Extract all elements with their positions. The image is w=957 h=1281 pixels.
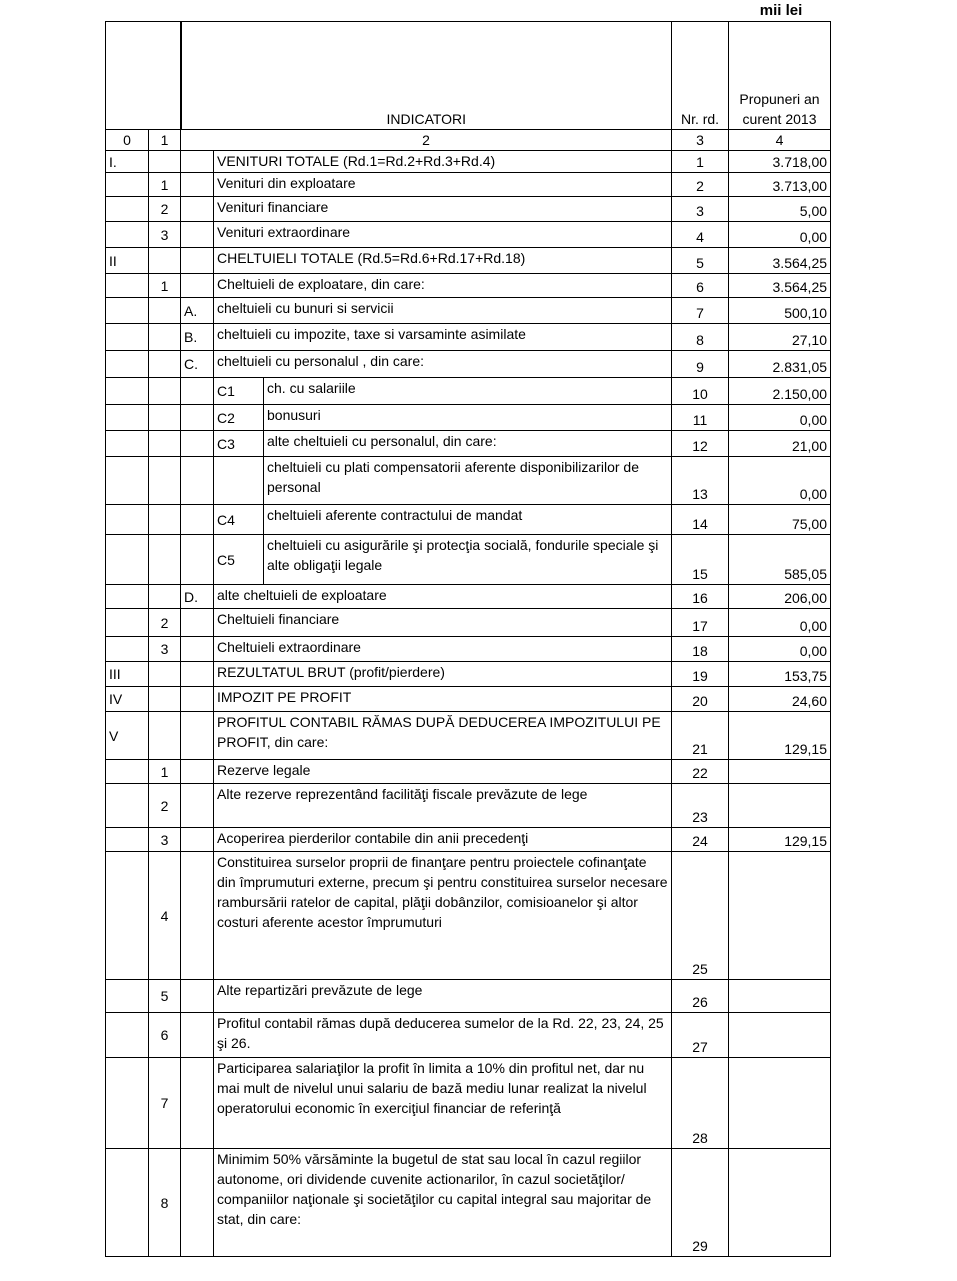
roman-cell — [106, 637, 149, 662]
header-row — [106, 22, 831, 130]
row-number: 6 — [672, 274, 729, 298]
table-row — [106, 712, 831, 760]
value-cell — [729, 852, 831, 980]
number-cell: 8 — [149, 1149, 181, 1257]
table-row — [106, 609, 831, 637]
value-cell: 0,00 — [729, 405, 831, 431]
table-row — [106, 637, 831, 662]
value-cell: 153,75 — [729, 662, 831, 687]
value-cell: 3.564,25 — [729, 274, 831, 298]
letter-cell — [181, 784, 214, 828]
table-row — [106, 1149, 831, 1257]
value-cell: 206,00 — [729, 585, 831, 609]
indicator-text: cheltuieli cu asigurările şi protecţia socială, fondurile speciale şi alte obligaţii legale — [264, 535, 672, 585]
table-row — [106, 457, 831, 505]
value-cell: 129,15 — [729, 712, 831, 760]
number-cell: 6 — [149, 1013, 181, 1058]
letter-cell — [181, 1013, 214, 1058]
row-number: 24 — [672, 828, 729, 852]
number-cell: 3 — [149, 828, 181, 852]
row-number: 21 — [672, 712, 729, 760]
letter-cell — [181, 609, 214, 637]
roman-cell — [106, 324, 149, 351]
row-number: 7 — [672, 298, 729, 324]
letter-cell — [181, 828, 214, 852]
value-cell: 129,15 — [729, 828, 831, 852]
table-row — [106, 852, 831, 980]
roman-cell: I. — [106, 151, 149, 173]
number-cell: 2 — [149, 609, 181, 637]
unit-label: mii lei — [759, 2, 803, 19]
letter-cell: A. — [181, 298, 214, 324]
value-cell: 24,60 — [729, 687, 831, 712]
row-number: 22 — [672, 760, 729, 784]
table-row — [106, 324, 831, 351]
letter-cell — [181, 760, 214, 784]
header-proposal: Propuneri an curent 2013 — [729, 22, 831, 130]
row-number: 5 — [672, 248, 729, 274]
table-row — [106, 1058, 831, 1149]
roman-cell — [106, 431, 149, 457]
indicator-text: Venituri extraordinare — [214, 222, 672, 248]
number-cell — [149, 324, 181, 351]
value-cell: 2.831,05 — [729, 351, 831, 378]
sub-code-cell: C4 — [214, 505, 264, 535]
letter-cell — [181, 712, 214, 760]
column-index-row — [106, 130, 831, 151]
value-cell: 5,00 — [729, 197, 831, 222]
roman-cell — [106, 505, 149, 535]
value-cell — [729, 760, 831, 784]
indicator-text: cheltuieli aferente contractului de mandat — [264, 505, 672, 535]
roman-cell: IV — [106, 687, 149, 712]
table-row — [106, 505, 831, 535]
number-cell: 1 — [149, 173, 181, 197]
col-index: 4 — [729, 130, 831, 151]
indicator-text: Cheltuieli de exploatare, din care: — [214, 274, 672, 298]
indicator-text: cheltuieli cu impozite, taxe si varsaminte asimilate — [214, 324, 672, 351]
row-number: 20 — [672, 687, 729, 712]
indicator-text: Acoperirea pierderilor contabile din anii precedenţi — [214, 828, 672, 852]
value-cell: 27,10 — [729, 324, 831, 351]
roman-cell — [106, 173, 149, 197]
indicator-text: cheltuieli cu bunuri si servicii — [214, 298, 672, 324]
row-number: 14 — [672, 505, 729, 535]
table-row — [106, 298, 831, 324]
row-number: 25 — [672, 852, 729, 980]
table-row — [106, 431, 831, 457]
header-blank — [106, 22, 181, 130]
roman-cell — [106, 1013, 149, 1058]
roman-cell — [106, 1149, 149, 1257]
number-cell: 3 — [149, 637, 181, 662]
row-number: 3 — [672, 197, 729, 222]
roman-cell — [106, 609, 149, 637]
value-cell: 0,00 — [729, 457, 831, 505]
value-cell: 585,05 — [729, 535, 831, 585]
row-number: 23 — [672, 784, 729, 828]
row-number: 12 — [672, 431, 729, 457]
indicator-text: bonusuri — [264, 405, 672, 431]
letter-cell — [181, 431, 214, 457]
value-cell: 0,00 — [729, 222, 831, 248]
value-cell — [729, 784, 831, 828]
indicator-text: alte cheltuieli de exploatare — [214, 585, 672, 609]
roman-cell — [106, 457, 149, 505]
row-number: 2 — [672, 173, 729, 197]
number-cell — [149, 405, 181, 431]
sub-code-cell: C2 — [214, 405, 264, 431]
number-cell: 1 — [149, 274, 181, 298]
col-index: 1 — [149, 130, 181, 151]
row-number: 8 — [672, 324, 729, 351]
number-cell — [149, 351, 181, 378]
table-row — [106, 784, 831, 828]
number-cell: 2 — [149, 197, 181, 222]
table-row — [106, 222, 831, 248]
letter-cell — [181, 248, 214, 274]
table-row — [106, 980, 831, 1013]
letter-cell — [181, 457, 214, 505]
indicator-text: alte cheltuieli cu personalul, din care: — [264, 431, 672, 457]
letter-cell — [181, 1149, 214, 1257]
letter-cell — [181, 687, 214, 712]
indicator-text: Minimim 50% vărsăminte la bugetul de stat sau local în cazul regiilor autonome, ori dividende cuvenite actionarilor, în cazul societăţilor/ companiilor naţionale şi societăţilor cu capital integral sau majoritar de stat, din care: — [214, 1149, 672, 1257]
table-row — [106, 828, 831, 852]
letter-cell — [181, 637, 214, 662]
number-cell: 4 — [149, 852, 181, 980]
value-cell: 0,00 — [729, 637, 831, 662]
table-row — [106, 535, 831, 585]
header-indicators: INDICATORI — [181, 22, 672, 130]
indicator-text: PROFITUL CONTABIL RĂMAS DUPĂ DEDUCEREA IMPOZITULUI PE PROFIT, din care: — [214, 712, 672, 760]
value-cell: 3.564,25 — [729, 248, 831, 274]
table-row — [106, 173, 831, 197]
value-cell: 3.718,00 — [729, 151, 831, 173]
row-number: 1 — [672, 151, 729, 173]
roman-cell — [106, 1058, 149, 1149]
letter-cell — [181, 505, 214, 535]
value-cell: 500,10 — [729, 298, 831, 324]
roman-cell — [106, 298, 149, 324]
number-cell: 1 — [149, 760, 181, 784]
letter-cell — [181, 405, 214, 431]
roman-cell: III — [106, 662, 149, 687]
row-number: 13 — [672, 457, 729, 505]
letter-cell — [181, 222, 214, 248]
row-number: 27 — [672, 1013, 729, 1058]
row-number: 29 — [672, 1149, 729, 1257]
roman-cell — [106, 784, 149, 828]
roman-cell — [106, 351, 149, 378]
indicator-text: cheltuieli cu plati compensatorii aferente disponibilizarilor de personal — [264, 457, 672, 505]
roman-cell — [106, 197, 149, 222]
indicator-text: Alte repartizări prevăzute de lege — [214, 980, 672, 1013]
roman-cell — [106, 222, 149, 248]
letter-cell — [181, 274, 214, 298]
value-cell: 0,00 — [729, 609, 831, 637]
sub-code-cell — [214, 457, 264, 505]
number-cell — [149, 431, 181, 457]
letter-cell: C. — [181, 351, 214, 378]
indicator-text: Cheltuieli extraordinare — [214, 637, 672, 662]
value-cell: 75,00 — [729, 505, 831, 535]
indicator-text: ch. cu salariile — [264, 378, 672, 405]
roman-cell — [106, 828, 149, 852]
number-cell — [149, 298, 181, 324]
table-row — [106, 585, 831, 609]
number-cell — [149, 151, 181, 173]
indicator-text: VENITURI TOTALE (Rd.1=Rd.2+Rd.3+Rd.4) — [214, 151, 672, 173]
number-cell: 2 — [149, 784, 181, 828]
roman-cell — [106, 585, 149, 609]
letter-cell — [181, 197, 214, 222]
indicator-text: Venituri din exploatare — [214, 173, 672, 197]
indicator-text: Constituirea surselor proprii de finanţare pentru proiectele cofinanţate din împrumuturi externe, precum şi pentru constituirea surselor necesare rambursării ratelor de capital, plăţii dobânzilor, comisioanelor şi altor costuri aferente acestor împrumuturi — [214, 852, 672, 980]
row-number: 28 — [672, 1058, 729, 1149]
indicator-text: Rezerve legale — [214, 760, 672, 784]
indicator-text: Profitul contabil rămas după deducerea sumelor de la Rd. 22, 23, 24, 25 şi 26. — [214, 1013, 672, 1058]
table-row — [106, 351, 831, 378]
value-cell: 21,00 — [729, 431, 831, 457]
row-number: 19 — [672, 662, 729, 687]
table-row — [106, 687, 831, 712]
row-number: 10 — [672, 378, 729, 405]
letter-cell — [181, 378, 214, 405]
col-index: 2 — [181, 130, 672, 151]
table-row — [106, 197, 831, 222]
indicator-text: REZULTATUL BRUT (profit/pierdere) — [214, 662, 672, 687]
row-number: 18 — [672, 637, 729, 662]
letter-cell — [181, 535, 214, 585]
number-cell — [149, 457, 181, 505]
number-cell — [149, 712, 181, 760]
number-cell: 3 — [149, 222, 181, 248]
number-cell — [149, 535, 181, 585]
indicator-text: IMPOZIT PE PROFIT — [214, 687, 672, 712]
roman-cell: V — [106, 712, 149, 760]
value-cell: 3.713,00 — [729, 173, 831, 197]
indicator-text: Venituri financiare — [214, 197, 672, 222]
letter-cell — [181, 151, 214, 173]
letter-cell — [181, 662, 214, 687]
indicator-text: cheltuieli cu personalul , din care: — [214, 351, 672, 378]
roman-cell — [106, 378, 149, 405]
number-cell — [149, 662, 181, 687]
number-cell — [149, 248, 181, 274]
letter-cell — [181, 173, 214, 197]
table-body — [106, 151, 831, 1257]
col-index: 3 — [672, 130, 729, 151]
sub-code-cell: C1 — [214, 378, 264, 405]
table-row — [106, 378, 831, 405]
number-cell: 7 — [149, 1058, 181, 1149]
indicator-text: CHELTUIELI TOTALE (Rd.5=Rd.6+Rd.17+Rd.18) — [214, 248, 672, 274]
table-row — [106, 151, 831, 173]
table-row — [106, 1013, 831, 1058]
number-cell — [149, 585, 181, 609]
number-cell — [149, 505, 181, 535]
number-cell: 5 — [149, 980, 181, 1013]
sub-code-cell: C3 — [214, 431, 264, 457]
row-number: 9 — [672, 351, 729, 378]
row-number: 17 — [672, 609, 729, 637]
row-number: 16 — [672, 585, 729, 609]
indicator-text: Cheltuieli financiare — [214, 609, 672, 637]
table-row — [106, 248, 831, 274]
roman-cell — [106, 405, 149, 431]
value-cell — [729, 1058, 831, 1149]
row-number: 15 — [672, 535, 729, 585]
table-row — [106, 760, 831, 784]
value-cell — [729, 980, 831, 1013]
roman-cell: II — [106, 248, 149, 274]
table-row — [106, 274, 831, 298]
number-cell — [149, 687, 181, 712]
roman-cell — [106, 760, 149, 784]
roman-cell — [106, 980, 149, 1013]
row-number: 11 — [672, 405, 729, 431]
value-cell — [729, 1013, 831, 1058]
letter-cell — [181, 1058, 214, 1149]
letter-cell — [181, 980, 214, 1013]
table-row — [106, 405, 831, 431]
value-cell: 2.150,00 — [729, 378, 831, 405]
letter-cell — [181, 852, 214, 980]
roman-cell — [106, 274, 149, 298]
row-number: 4 — [672, 222, 729, 248]
indicator-text: Participarea salariaţilor la profit în limita a 10% din profitul net, dar nu mai mult de nivelul unui salariu de bază mediu lunar realizat la nivelul operatorului economic în exerciţiul financiar de referinţă — [214, 1058, 672, 1149]
table-row — [106, 662, 831, 687]
roman-cell — [106, 535, 149, 585]
value-cell — [729, 1149, 831, 1257]
letter-cell: D. — [181, 585, 214, 609]
col-index: 0 — [106, 130, 149, 151]
number-cell — [149, 378, 181, 405]
row-number: 26 — [672, 980, 729, 1013]
indicator-text: Alte rezerve reprezentând facilităţi fiscale prevăzute de lege — [214, 784, 672, 828]
header-nr: Nr. rd. — [672, 22, 729, 130]
sub-code-cell: C5 — [214, 535, 264, 585]
budget-table — [105, 21, 831, 1257]
letter-cell: B. — [181, 324, 214, 351]
roman-cell — [106, 852, 149, 980]
